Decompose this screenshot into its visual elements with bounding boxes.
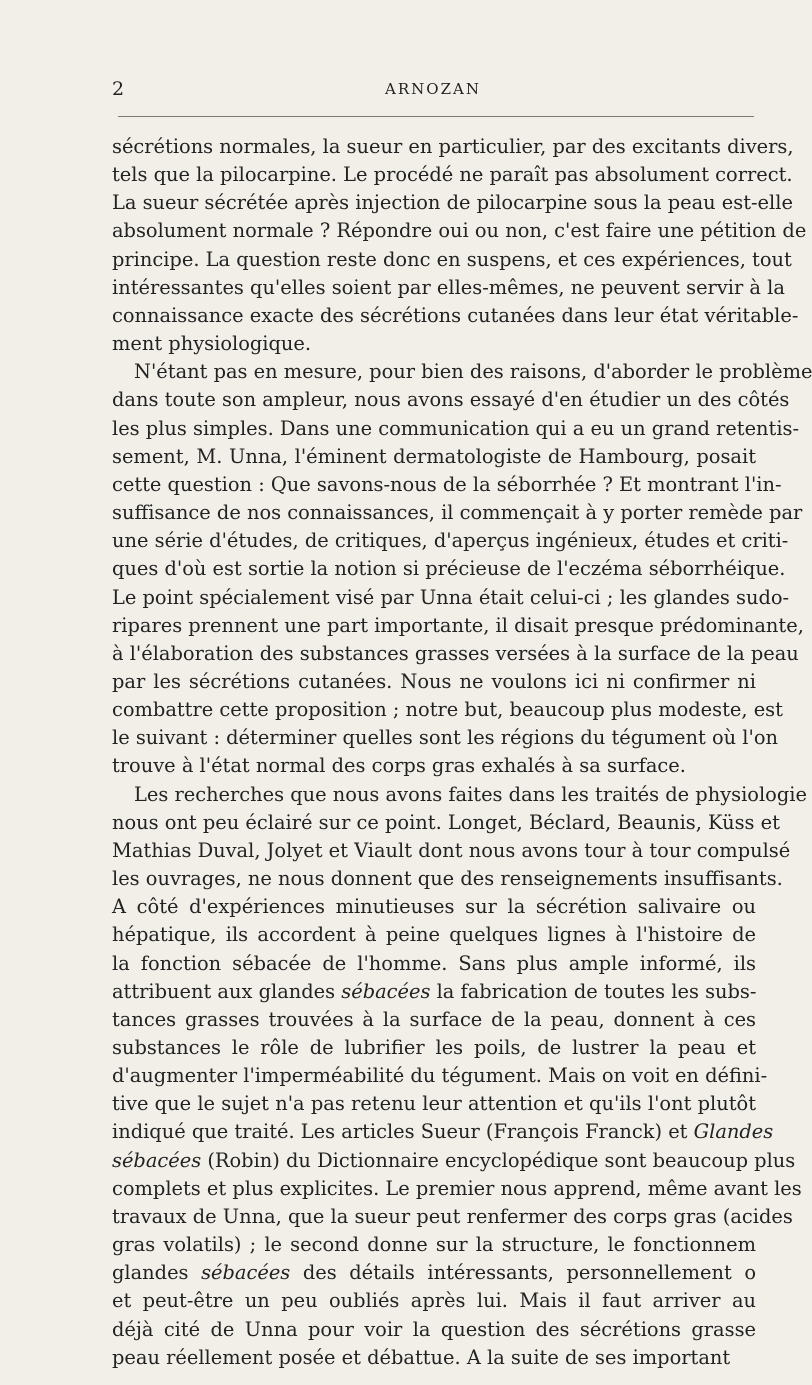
text-line: dans toute son ampleur, nous avons essayé d'en étudier un des côtés bbox=[112, 388, 790, 412]
text-line: une série d'études, de critiques, d'aperçus ingénieux, études et criti- bbox=[112, 529, 789, 553]
text-line: tels que la pilocarpine. Le procédé ne paraît pas absolument correct. bbox=[112, 163, 793, 187]
text-line: intéressantes qu'elles soient par elles-mêmes, ne peuvent servir à la bbox=[112, 275, 785, 299]
text-line: N'étant pas en mesure, pour bien des raisons, d'aborder le problème bbox=[134, 360, 812, 384]
text-line: absolument normale ? Répondre oui ou non, c'est faire une pétition de bbox=[112, 219, 807, 243]
text-line: Mathias Duval, Jolyet et Viault dont nous avons tour à tour compulsé bbox=[112, 838, 791, 862]
italic-term: sébacées bbox=[201, 1261, 291, 1285]
text-line: nous ont peu éclairé sur ce point. Longet, Béclard, Beaunis, Küss et bbox=[112, 810, 780, 834]
text-line: tive que le sujet n'a pas retenu leur attention et qu'ils l'ont plutôt bbox=[112, 1092, 756, 1116]
text-line: les ouvrages, ne nous donnent que des renseignements insuffisants. bbox=[112, 867, 783, 891]
text-line: cette question : Que savons-nous de la séborrhée ? Et montrant l'in- bbox=[112, 472, 782, 496]
text-line: combattre cette proposition ; notre but, beaucoup plus modeste, est bbox=[112, 698, 783, 722]
text-line: Les recherches que nous avons faites dans les traités de physiologie bbox=[134, 782, 807, 806]
text-line: par les sécrétions cutanées. Nous ne voulons ici ni confirmer ni bbox=[112, 669, 756, 693]
text-line: à l'élaboration des substances grasses versées à la surface de la peau bbox=[112, 641, 799, 665]
text-line: sement, M. Unna, l'éminent dermatologiste de Hambourg, posait bbox=[112, 444, 756, 468]
italic-term: Glandes bbox=[693, 1120, 774, 1144]
text-line: travaux de Unna, que la sueur peut renfermer des corps gras (acides bbox=[112, 1204, 793, 1228]
text-line: sécrétions normales, la sueur en particulier, par des excitants divers, bbox=[112, 135, 794, 158]
text-line: principe. La question reste donc en suspens, et ces expériences, tout bbox=[112, 247, 792, 271]
italic-term: sébacées bbox=[341, 979, 431, 1003]
page-header bbox=[112, 78, 754, 100]
text-line: glandes sébacées des détails intéressants, personnellement o bbox=[112, 1261, 756, 1285]
text-line: peau réellement posée et débattue. A la suite de ses important bbox=[112, 1345, 731, 1369]
body-text bbox=[112, 133, 812, 1372]
text-line: La sueur sécrétée après injection de pilocarpine sous la peau est-elle bbox=[112, 191, 793, 215]
running-title: ARNOZAN bbox=[385, 80, 481, 98]
text-line: et peut-être un peu oubliés après lui. Mais il faut arriver au bbox=[112, 1289, 756, 1313]
text-line: tances grasses trouvées à la surface de la peau, donnent à ces bbox=[112, 1007, 756, 1031]
text-line: la fonction sébacée de l'homme. Sans plus ample informé, ils bbox=[112, 951, 756, 975]
text-line: sébacées (Robin) du Dictionnaire encyclopédique sont beaucoup plus bbox=[112, 1148, 796, 1172]
italic-term: sébacées bbox=[112, 1148, 202, 1172]
text-line: complets et plus explicites. Le premier nous apprend, même avant les bbox=[112, 1176, 802, 1200]
header-rule bbox=[118, 116, 754, 117]
text-line: substances le rôle de lubrifier les poils, de lustrer la peau et bbox=[112, 1036, 756, 1059]
text-line: déjà cité de Unna pour voir la question des sécrétions grasse bbox=[112, 1317, 756, 1341]
paragraph bbox=[112, 781, 807, 1372]
text-line: d'augmenter l'imperméabilité du tégument. Mais on voit en défini- bbox=[112, 1064, 768, 1088]
text-line: attribuent aux glandes sébacées la fabrication de toutes les subs- bbox=[112, 979, 757, 1003]
text-line: ques d'où est sortie la notion si précieuse de l'eczéma séborrhéique. bbox=[112, 557, 786, 581]
text-line: ment physiologique. bbox=[112, 332, 312, 356]
text-line: hépatique, ils accordent à peine quelques lignes à l'histoire de bbox=[112, 923, 756, 947]
text-line: trouve à l'état normal des corps gras exhalés à sa surface. bbox=[112, 754, 686, 778]
text-line: les plus simples. Dans une communication qui a eu un grand retentis- bbox=[112, 416, 800, 440]
paragraph bbox=[112, 133, 807, 358]
paragraph bbox=[112, 358, 812, 780]
text-line: Le point spécialement visé par Unna était celui-ci ; les glandes sudo- bbox=[112, 585, 790, 609]
text-line: connaissance exacte des sécrétions cutanées dans leur état véritable- bbox=[112, 303, 799, 327]
text-line: gras volatils) ; le second donne sur la structure, le fonctionnem bbox=[112, 1233, 756, 1257]
text-line: indiqué que traité. Les articles Sueur (François Franck) et Glandes bbox=[112, 1120, 774, 1144]
page-number: 2 bbox=[112, 78, 127, 100]
text-line: suffisance de nos connaissances, il commençait à y porter remède par bbox=[112, 501, 803, 525]
text-line: ripares prennent une part importante, il disait presque prédominante, bbox=[112, 613, 804, 637]
text-line: le suivant : déterminer quelles sont les régions du tégument où l'on bbox=[112, 726, 778, 750]
text-line: A côté d'expériences minutieuses sur la sécrétion salivaire ou bbox=[112, 895, 756, 919]
